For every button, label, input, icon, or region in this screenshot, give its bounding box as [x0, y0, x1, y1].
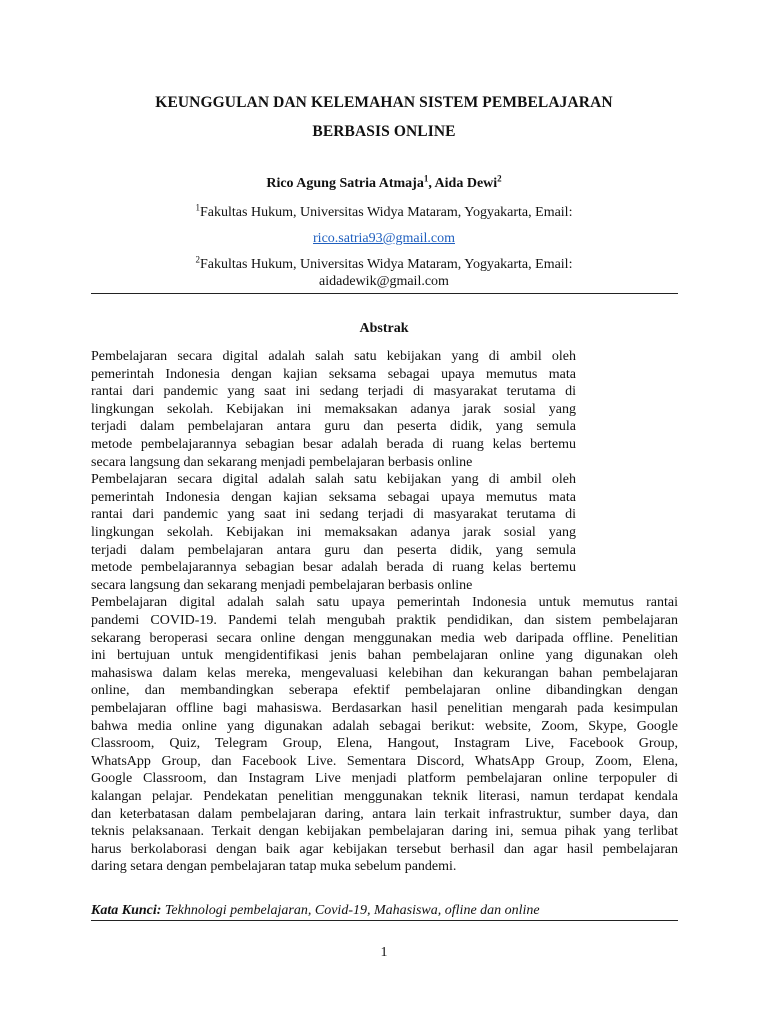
- abstract-line: pandemi COVID-19. Pandemi telah mengubah praktik pendidikan, dan sistem pembelajaran: [91, 613, 678, 628]
- keywords-divider: [91, 920, 678, 921]
- keywords-label: Kata Kunci:: [91, 903, 162, 918]
- abstract-line: pemerintah Indonesia dengan kajian seksama sebagai upaya memutus mata: [91, 490, 576, 505]
- abstract-line: dan keterbatasan dalam pembelajaran daring, antara lain terkait infrastruktur, sumber daya, dan: [91, 807, 678, 822]
- abstract-line: teknis pelaksanaan. Terkait dengan kebijakan pembelajaran daring ini, semua pihak yang terlibat: [91, 824, 678, 839]
- abstract-line: Pembelajaran secara digital adalah salah satu kebijakan yang di ambil oleh: [91, 472, 576, 487]
- author-1-name: Rico Agung Satria Atmaja: [266, 176, 424, 191]
- abstract-line: kalangan pelajar. Pendekatan penelitian menggunakan teknik literasi, namun terdapat kendala: [91, 789, 678, 804]
- abstract-line: bahwa media online yang digunakan adalah sebagai berikut: website, Zoom, Skype, Google: [91, 719, 678, 734]
- affiliation-2: [0, 254, 768, 273]
- abstract-line: sekarang beroperasi secara online dengan menggunakan media web daripada offline. Penelitian: [91, 631, 678, 646]
- abstract-line: ini bertujuan untuk mengidentifikasi jenis bahan pembelajaran online yang digunakan oleh: [91, 648, 678, 663]
- author-line: [0, 173, 768, 192]
- abstract-line: pembelajaran offline bagi mahasiswa. Berdasarkan hasil penelitian mengarah pada kesimpulan: [91, 701, 678, 716]
- abstract-line: lingkungan sekolah. Kebijakan ini memaksakan adanya jarak sosial yang: [91, 525, 576, 540]
- abstract-line: Pembelajaran secara digital adalah salah satu kebijakan yang di ambil oleh: [91, 349, 576, 364]
- email-2: aidadewik@gmail.com: [319, 274, 449, 289]
- affiliation-2-mark: 2: [195, 254, 201, 265]
- affiliation-1-mark: 1: [195, 202, 201, 213]
- affiliation-1: [0, 202, 768, 221]
- keywords-line: [91, 903, 540, 919]
- abstract-line: daring setara dengan pembelajaran tatap muka sebelum pandemi.: [91, 859, 457, 874]
- author-2-name: , Aida Dewi: [428, 176, 498, 191]
- affiliation-2-text: Fakultas Hukum, Universitas Widya Mataram, Yogyakarta, Email:: [200, 257, 573, 272]
- affiliation-1-text: Fakultas Hukum, Universitas Widya Mataram, Yogyakarta, Email:: [200, 205, 573, 220]
- abstract-line: terjadi dalam pembelajaran antara guru dan peserta didik, yang semula: [91, 419, 576, 434]
- email-1-link[interactable]: rico.satria93@gmail.com: [313, 231, 455, 246]
- author-2-affiliation-mark: 2: [497, 173, 502, 184]
- abstract-line: Pembelajaran digital adalah salah satu upaya pemerintah Indonesia untuk memutus rantai: [91, 595, 678, 610]
- abstract-line: secara langsung dan sekarang menjadi pembelajaran berbasis online: [91, 578, 473, 593]
- abstract-line: WhatsApp Group, dan Facebook Live. Sementara Discord, WhatsApp Group, Zoom, Elena,: [91, 754, 678, 769]
- abstract-line: Classroom, Quiz, Telegram Group, Elena, Hangout, Instagram Live, Facebook Group,: [91, 736, 678, 751]
- abstract-line: rantai dari pandemic yang saat ini sedang terjadi di masyarakat terutama di: [91, 384, 576, 399]
- abstract-line: lingkungan sekolah. Kebijakan ini memaksakan adanya jarak sosial yang: [91, 402, 576, 417]
- abstract-line: metode pembelajarannya sebagian besar adalah berada di ruang kelas bertemu: [91, 560, 576, 575]
- abstract-line: terjadi dalam pembelajaran antara guru dan peserta didik, yang semula: [91, 543, 576, 558]
- abstract-line: harus berkolaborasi dengan baik agar kebijakan tersebut berhasil dan agar hasil pembelajaran: [91, 842, 678, 857]
- abstract-heading: Abstrak: [359, 321, 409, 336]
- keywords-text: Tekhnologi pembelajaran, Covid-19, Mahasiswa, ofline dan online: [161, 903, 540, 918]
- paper-title-line-2: BERBASIS ONLINE: [312, 123, 456, 140]
- abstract-line: mahasiswa dalam kelas mereka, mengevaluasi kelebihan dan kekurangan bahan pembelajaran: [91, 666, 678, 681]
- abstract-line: secara langsung dan sekarang menjadi pembelajaran berbasis online: [91, 455, 473, 470]
- abstract-line: pemerintah Indonesia dengan kajian seksama sebagai upaya memutus mata: [91, 367, 576, 382]
- abstract-line: Google Classroom, dan Instagram Live menjadi platform pembelajaran online terpopuler di: [91, 771, 678, 786]
- page-number: 1: [380, 945, 388, 960]
- author-1-affiliation-mark: 1: [423, 173, 429, 184]
- header-divider: [91, 293, 678, 294]
- abstract-line: metode pembelajarannya sebagian besar adalah berada di ruang kelas bertemu: [91, 437, 576, 452]
- abstract-line: rantai dari pandemic yang saat ini sedang terjadi di masyarakat terutama di: [91, 507, 576, 522]
- abstract-line: online, dan membandingkan seberapa efektif pembelajaran online dibandingkan dengan: [91, 683, 678, 698]
- paper-title-line-1: KEUNGGULAN DAN KELEMAHAN SISTEM PEMBELAJARAN: [155, 94, 613, 111]
